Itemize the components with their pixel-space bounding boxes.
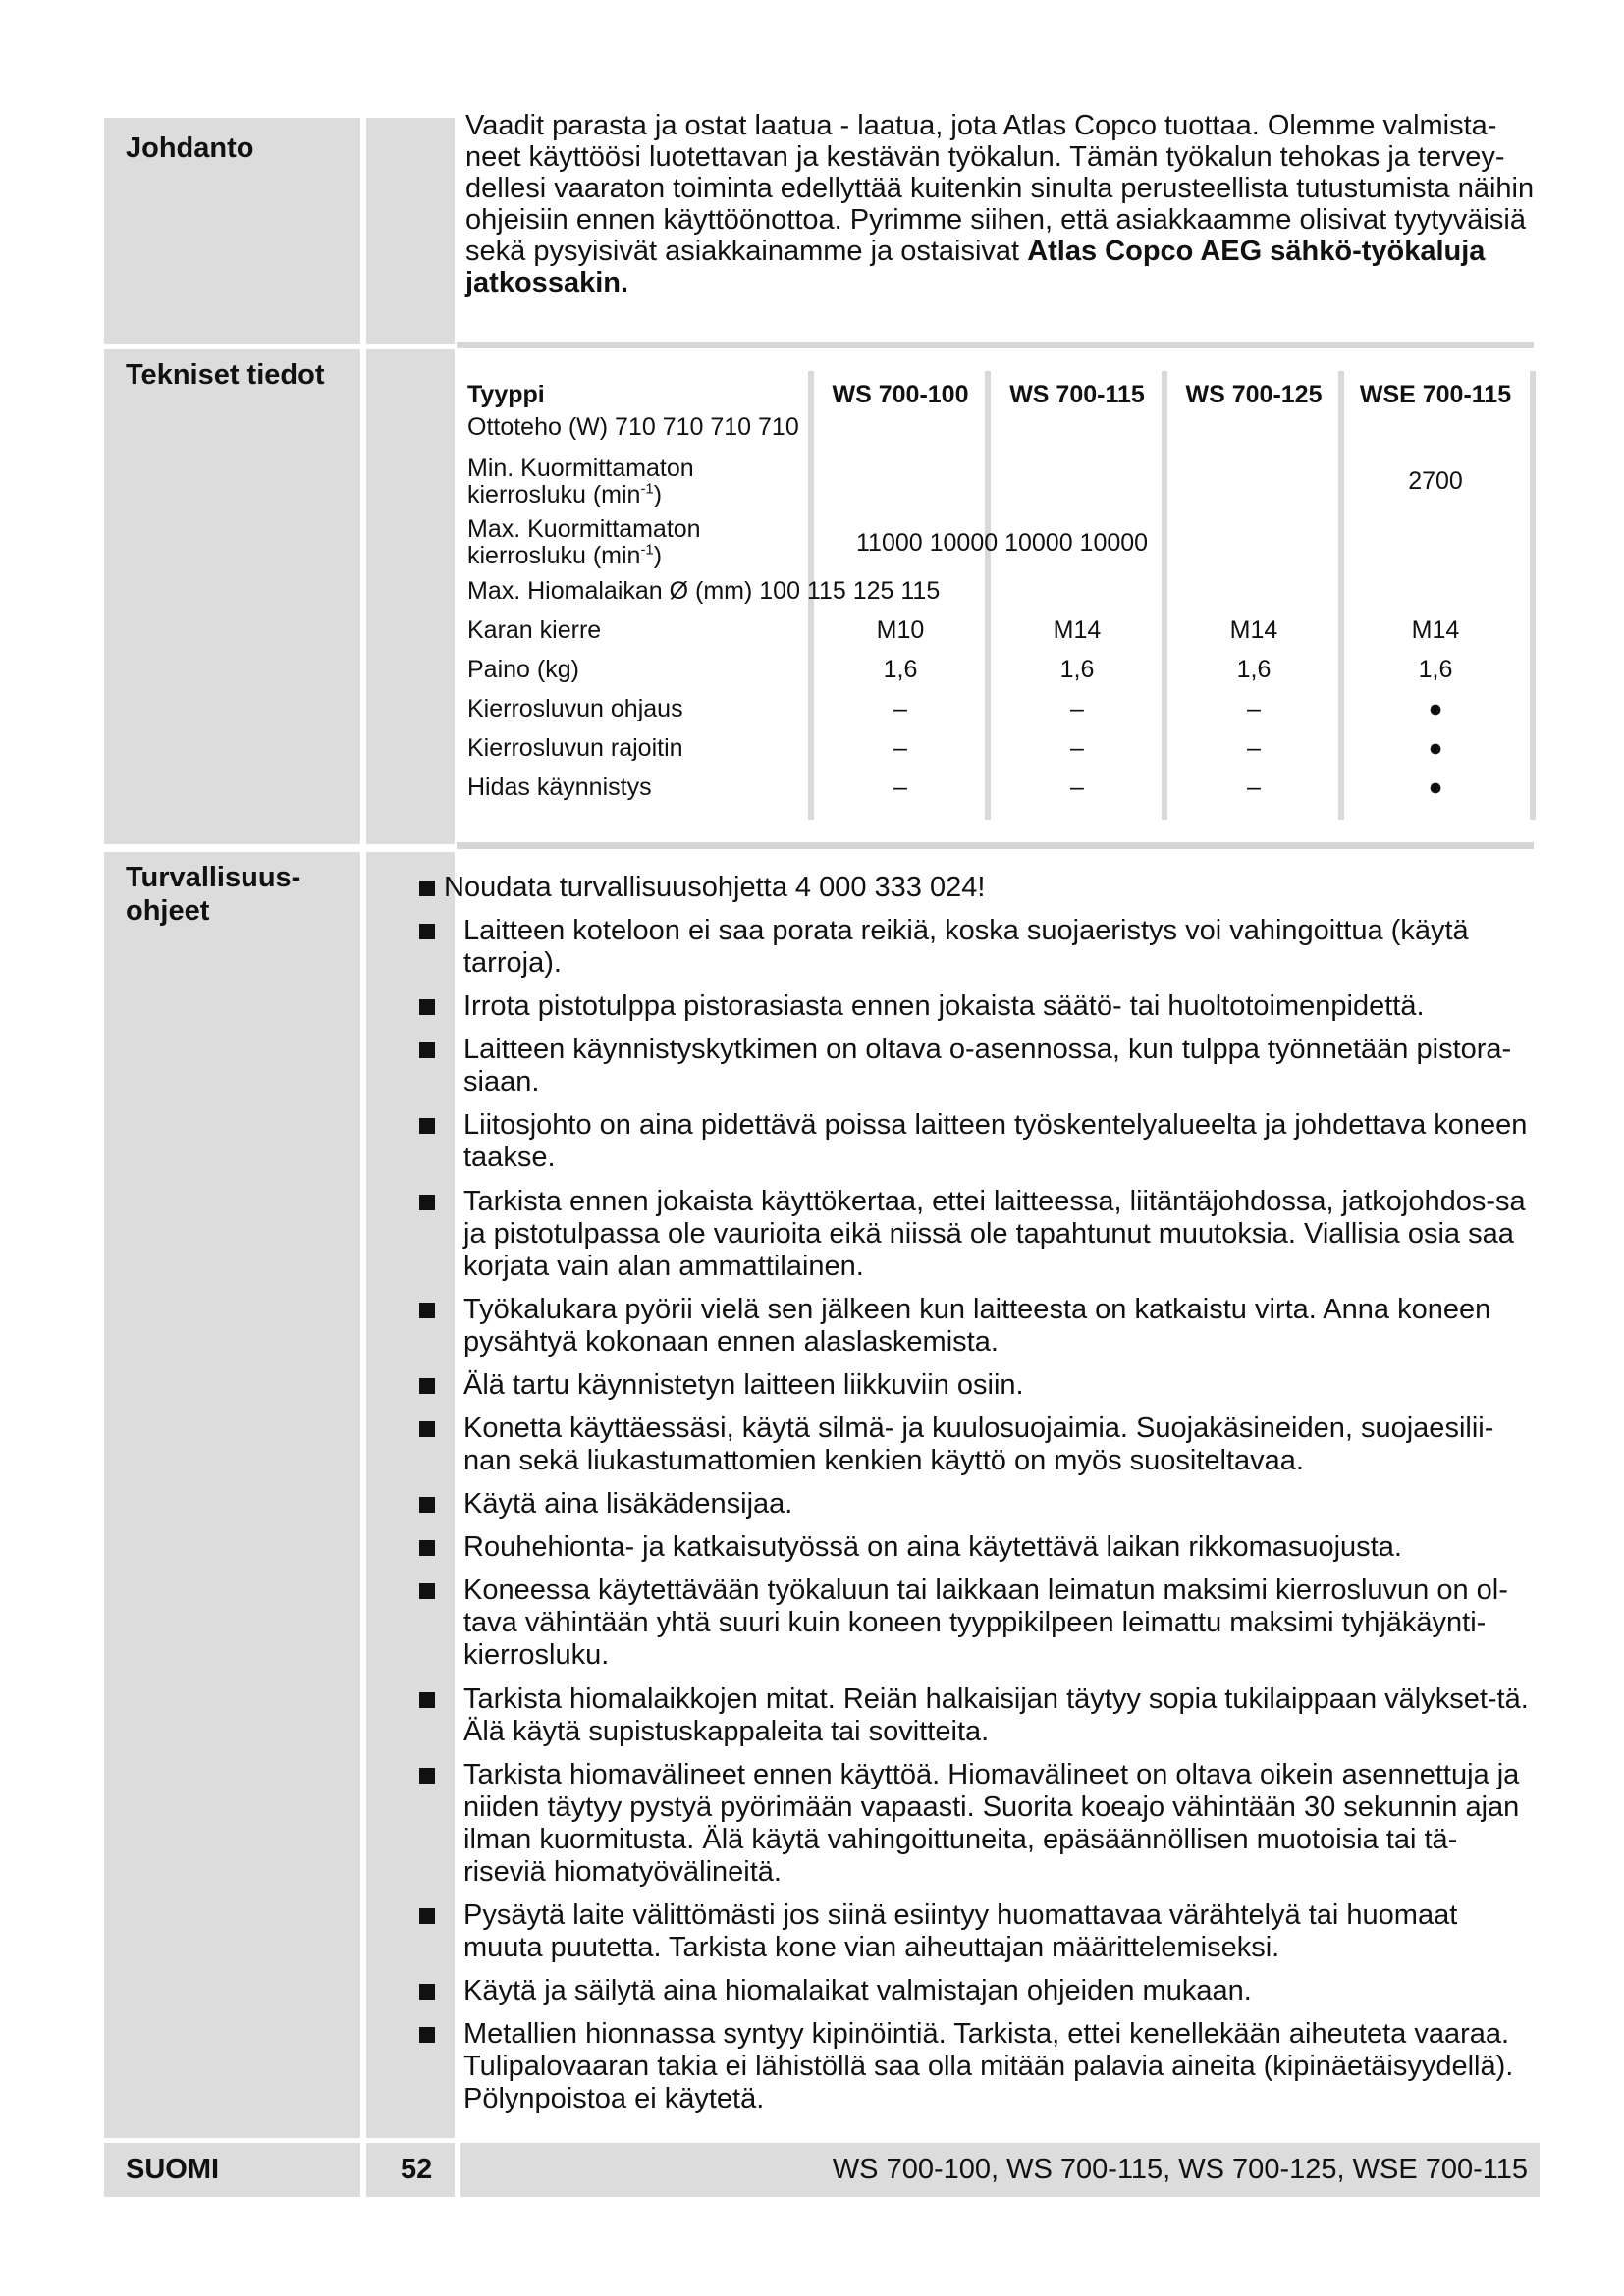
spec-value: –: [1070, 695, 1084, 722]
list-item: Koneessa käytettävään työkaluun tai laikkaan leimatun maksimi kierrosluvun on ol-tava vähintään yhtä suuri kuin koneen tyyppikilpeen leimattu maksimi tyhjäkäynti-kierrosluku.: [463, 1575, 1508, 1671]
intro-bold-end: Atlas Copco AEG sähkö-työkaluja jatkossakin.: [465, 236, 1486, 298]
spec-value: 1,6: [1059, 656, 1095, 683]
max-speed-label-2: kierrosluku $(\min^{-1})$: [467, 541, 663, 569]
list-item: Rouhehionta- ja katkaisutyössä on aina käytettävä laikan rikkomasuojusta.: [463, 1531, 1402, 1563]
spec-value: 1,6: [883, 656, 918, 683]
spec-row-label: Kierrosluvun ohjaus: [467, 695, 683, 722]
spec-value: M14: [1053, 616, 1102, 644]
spec-value: ●: [1428, 695, 1443, 722]
header-model-3: WS 700-125: [1185, 381, 1323, 408]
intro-paragraph: [465, 110, 1536, 298]
footer-language: SUOMI: [126, 2154, 220, 2185]
header-model-2: WS 700-115: [1009, 381, 1145, 408]
spec-value: ●: [1428, 734, 1443, 762]
list-item: Älä tartu käynnistetyn laitteen liikkuviin osiin.: [463, 1369, 1024, 1401]
min-speed-value: 2700: [1408, 467, 1463, 495]
specs-divider: [457, 842, 1534, 849]
intro-label-cell: [104, 118, 360, 344]
list-item: Laitteen käynnistyskytkimen on oltava o-asennossa, kun tulppa työnnetään pistora-siaan.: [463, 1034, 1512, 1097]
column-divider: [1338, 371, 1344, 820]
list-item: Työkalukara pyörii vielä sen jälkeen kun laitteesta on katkaistu virta. Anna koneen pysähtyä kokonaan ennen alaslaskemista.: [463, 1294, 1491, 1358]
list-item: Tarkista ennen jokaista käyttökertaa, ettei laitteessa, liitäntäjohdossa, jatkojohdos-sa ja pistotulpassa ole vaurioita eikä niissä ole tapahtunut muutoksia. Viallisia osia saa korjata vain alan ammattilainen.: [463, 1186, 1526, 1282]
header-model-1: WS 700-100: [832, 381, 969, 408]
spec-value: M10: [876, 616, 925, 644]
specs-table: [465, 365, 1536, 817]
bullet-icon: [419, 2027, 435, 2043]
safety-label-line-1: Turvallisuus-: [126, 862, 301, 893]
list-item: Laitteen koteloon ei saa porata reikiä, koska suojaeristys voi vahingoittua (käytä tarroja).: [463, 915, 1469, 979]
column-divider: [1530, 371, 1536, 820]
list-item: Tarkista hiomalaikkojen mitat. Reiän halkaisijan täytyy sopia tukilaippaan välykset-tä. Älä käytä supistuskappaleita tai sovitteita.: [463, 1683, 1529, 1747]
header-type: Tyyppi: [467, 381, 545, 408]
bullet-icon: [419, 881, 435, 896]
safety-first-item: Noudata turvallisuusohjetta 4 000 333 024!: [444, 872, 986, 903]
specs-label-cell: [104, 349, 360, 844]
min-speed-label-2: kierrosluku $(\min^{-1})$: [467, 480, 663, 508]
min-speed-label-1: Min. Kuormittamaton: [467, 454, 694, 482]
spec-row-label: Hidas käynnistys: [467, 774, 652, 801]
spec-value: M14: [1411, 616, 1460, 644]
power-row: Ottoteho (W) 710 710 710 710: [467, 413, 799, 441]
spec-value: –: [1247, 734, 1261, 762]
list-item: Metallien hionnassa syntyy kipinöintiä. Tarkista, ettei kenellekään aiheuteta vaaraa. Tulipalovaaran takia ei lähistöllä saa olla mitään palavia aineita (kipinäetäisyydellä). Pölynpoistoa ei käytetä.: [463, 2018, 1514, 2114]
spec-value: 1,6: [1418, 656, 1453, 683]
bullet-icon: [419, 1303, 435, 1318]
disc-row: Max. Hiomalaikan Ø (mm) 100 115 125 115: [467, 577, 941, 605]
bullet-icon: [419, 924, 435, 939]
footer-models: WS 700-100, WS 700-115, WS 700-125, WSE 700-115: [832, 2154, 1528, 2185]
spec-value: –: [893, 695, 907, 722]
intro-label: Johdanto: [126, 133, 254, 164]
list-item: Irrota pistotulppa pistorasiasta ennen jokaista säätö- tai huoltotoimenpidettä.: [463, 990, 1425, 1022]
spec-value: –: [1247, 774, 1261, 801]
bullet-icon: [419, 1042, 435, 1058]
spec-value: –: [1070, 734, 1084, 762]
bullet-icon: [419, 1692, 435, 1708]
spec-row-label: Karan kierre: [467, 616, 602, 644]
list-item: Tarkista hiomavälineet ennen käyttöä. Hiomavälineet on oltava oikein asennettuja ja niiden täytyy pystyä pyörimään vapaasti. Suorita koeajo vähintään 30 sekunnin ajan ilman kuormitusta. Älä käytä vahingoittuneita, epäsäännöllisen muotoisia tai tä-riseviä hiomatyövälineitä.: [463, 1759, 1520, 1888]
specs-label: Tekniset tiedot: [126, 359, 325, 391]
bullet-icon: [419, 1497, 435, 1513]
bullet-icon: [419, 1421, 435, 1437]
spec-value: –: [1247, 695, 1261, 722]
spec-value: –: [893, 734, 907, 762]
list-item: Konetta käyttäessäsi, käytä silmä- ja kuulosuojaimia. Suojakäsineiden, suojaesilii-nan sekä liukastumattomien kenkien käyttö on myös suositeltavaa.: [463, 1413, 1494, 1476]
column-divider: [985, 371, 991, 820]
bullet-icon: [419, 999, 435, 1015]
list-item: Pysäytä laite välittömästi jos siinä esiintyy huomattavaa värähtelyä tai huomaat muuta puutetta. Tarkista kone vian aiheuttajan määrittelemiseksi.: [463, 1899, 1458, 1963]
intro-divider: [457, 342, 1534, 348]
list-item: Käytä aina lisäkädensijaa.: [463, 1488, 793, 1520]
bullet-icon: [419, 1768, 435, 1784]
max-speed-values: 11000 10000 10000 10000: [856, 529, 1149, 557]
column-divider: [1162, 371, 1167, 820]
max-speed-label-1: Max. Kuormittamaton: [467, 515, 701, 543]
list-item: Liitosjohto on aina pidettävä poissa laitteen työskentelyalueelta ja johdettava koneen taakse.: [463, 1109, 1528, 1173]
spec-value: 1,6: [1236, 656, 1272, 683]
bullet-icon: [419, 1984, 435, 2000]
list-item: Käytä ja säilytä aina hiomalaikat valmistajan ohjeiden mukaan.: [463, 1975, 1252, 2006]
page-number: 52: [401, 2154, 433, 2185]
bullet-icon: [419, 1583, 435, 1599]
bullet-icon: [419, 1195, 435, 1210]
spec-row-label: Paino (kg): [467, 656, 579, 683]
header-model-4: WSE 700-115: [1359, 381, 1512, 408]
spec-value: ●: [1428, 774, 1443, 801]
specs-side-cell: [366, 349, 455, 844]
bullet-icon: [419, 1540, 435, 1556]
spec-value: –: [1070, 774, 1084, 801]
safety-label-cell: [104, 852, 360, 2138]
intro-side-cell: [366, 118, 455, 344]
spec-value: –: [893, 774, 907, 801]
bullet-icon: [419, 1378, 435, 1394]
bullet-icon: [419, 1118, 435, 1134]
intro-text: Vaadit parasta ja ostat laatua - laatua, jota Atlas Copco tuottaa. Olemme valmista-neet käyttöösi luotettavan ja kestävän työkalun. Tämän työkalun tehokas ja tervey-dellesi vaaraton toiminta edellyttää kuitenkin sinulta perusteellista tutustumista näihin ohjeisiin ennen käyttöönottoa. Pyrimme siihen, että asiakkaamme olisivat tyytyväisiä sekä pysyisivät asiakkainamme ja ostaisivat: [465, 110, 1535, 267]
safety-label-line-2: ohjeet: [126, 895, 210, 927]
spec-value: M14: [1229, 616, 1278, 644]
bullet-icon: [419, 1908, 435, 1924]
safety-side-cell: [366, 852, 455, 2138]
spec-row-label: Kierrosluvun rajoitin: [467, 734, 683, 762]
